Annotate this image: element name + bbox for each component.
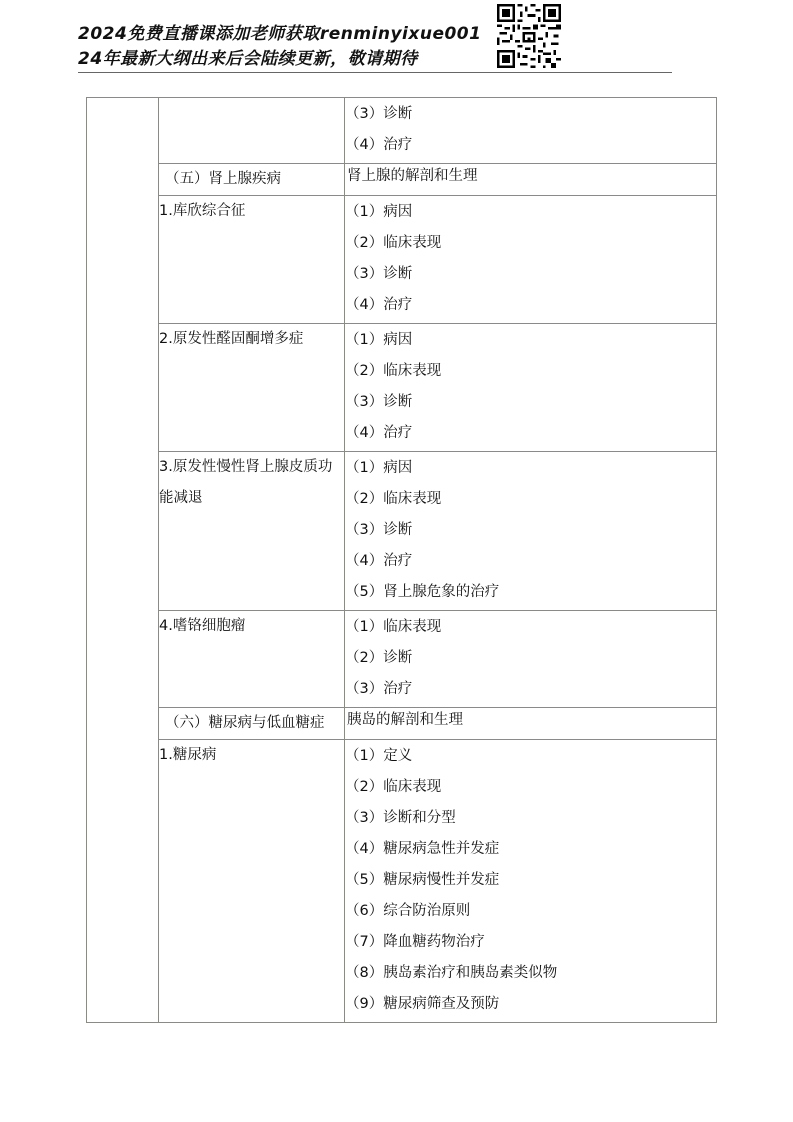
list-item: （2）临床表现 xyxy=(345,235,442,251)
table-row xyxy=(87,611,717,708)
list-item: （2）临床表现 xyxy=(345,779,442,795)
topic-cell: 4.嗜铬细胞瘤 xyxy=(159,611,345,708)
header-notice-line: 24年最新大纲出来后会陆续更新，敬请期待 xyxy=(78,49,418,69)
list-item: （3）治疗 xyxy=(345,681,413,697)
topic-cell: 1.库欣综合征 xyxy=(159,196,345,324)
list-item: （1）临床表现 xyxy=(345,619,442,635)
table-row xyxy=(87,740,717,1023)
items-cell xyxy=(345,324,717,452)
page-header xyxy=(78,22,678,72)
list-item: （2）临床表现 xyxy=(345,363,442,379)
list-item: （3）诊断 xyxy=(345,266,413,282)
items-cell xyxy=(345,611,717,708)
list-item: （8）胰岛素治疗和胰岛素类似物 xyxy=(345,965,558,981)
topic-cell: 1.糖尿病 xyxy=(159,740,345,1023)
list-item: （4）糖尿病急性并发症 xyxy=(345,841,500,857)
list-item: （3）诊断 xyxy=(345,394,413,410)
table-row xyxy=(87,196,717,324)
list-item: （3）诊断 xyxy=(345,522,413,538)
list-item: （4）治疗 xyxy=(345,553,413,569)
list-item: （1）病因 xyxy=(345,460,413,476)
list-item: （5）肾上腺危象的治疗 xyxy=(345,584,500,600)
section-overview: 胰岛的解剖和生理 xyxy=(345,708,717,740)
list-item: （3）诊断 xyxy=(345,106,413,122)
header-promo-line: 2024免费直播课添加老师获取renminyixue001 xyxy=(78,24,482,44)
items-cell xyxy=(345,452,717,611)
qr-code-icon[interactable] xyxy=(497,4,561,68)
list-item: （1）定义 xyxy=(345,748,413,764)
topic-cell xyxy=(159,98,345,164)
section-overview: 肾上腺的解剖和生理 xyxy=(345,164,717,196)
table-row xyxy=(87,98,717,164)
list-item: （2）诊断 xyxy=(345,650,413,666)
section-title: （六）糖尿病与低血糖症 xyxy=(159,708,345,740)
blank-category-cell xyxy=(87,98,159,1023)
list-item: （4）治疗 xyxy=(345,137,413,153)
list-item: （1）病因 xyxy=(345,204,413,220)
list-item: （4）治疗 xyxy=(345,425,413,441)
table-row xyxy=(87,452,717,611)
items-cell xyxy=(345,98,717,164)
items-cell xyxy=(345,196,717,324)
list-item: （6）综合防治原则 xyxy=(345,903,471,919)
list-item: （7）降血糖药物治疗 xyxy=(345,934,485,950)
list-item: （2）临床表现 xyxy=(345,491,442,507)
list-item: （5）糖尿病慢性并发症 xyxy=(345,872,500,888)
list-item: （4）治疗 xyxy=(345,297,413,313)
list-item: （3）诊断和分型 xyxy=(345,810,456,826)
list-item: （1）病因 xyxy=(345,332,413,348)
list-item: （9）糖尿病筛查及预防 xyxy=(345,996,500,1012)
section-row xyxy=(87,708,717,740)
items-cell xyxy=(345,740,717,1023)
header-divider xyxy=(78,72,672,73)
topic-cell: 2.原发性醛固酮增多症 xyxy=(159,324,345,452)
section-row xyxy=(87,164,717,196)
table-row xyxy=(87,324,717,452)
syllabus-table xyxy=(86,97,717,1023)
topic-cell: 3.原发性慢性肾上腺皮质功能减退 xyxy=(159,452,345,611)
section-title: （五）肾上腺疾病 xyxy=(159,164,345,196)
